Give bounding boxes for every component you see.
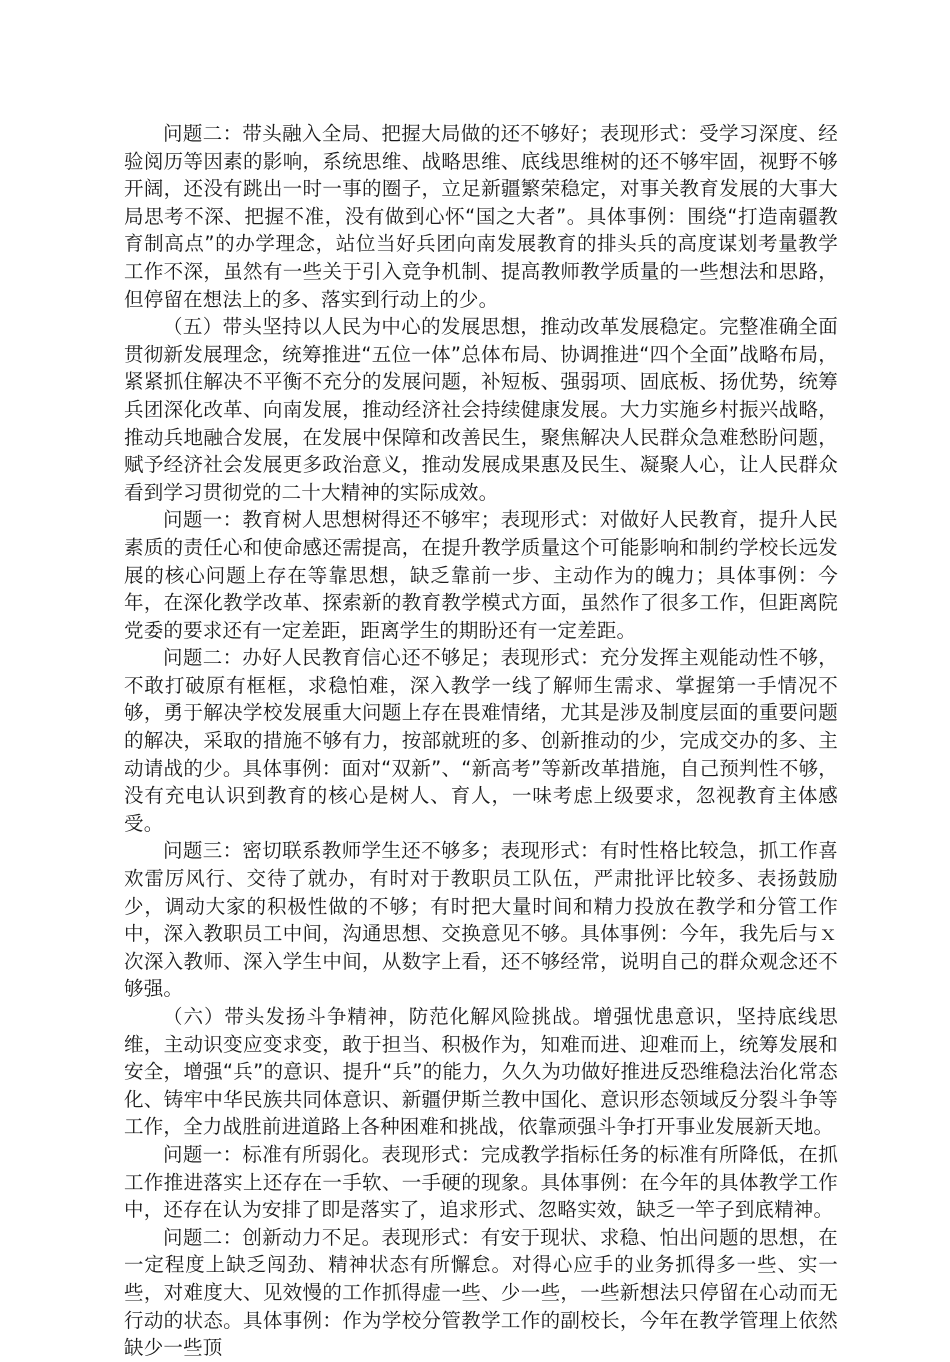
paragraph: 问题二：带头融入全局、把握大局做的还不够好；表现形式：受学习深度、经验阅历等因素的影响，系统思维、战略思维、底线思维树的还不够牢固，视野不够开阔，还没有跳出一时一事的圈子，立足新疆繁荣稳定，对事关教育发展的大事大局思考不深、把握不准，没有做到心怀“国之大者”。具体事例：围绕“打造南疆教育制高点”的办学理念，站位当好兵团向南发展教育的排头兵的高度谋划考量教学工作不深，虽然有一些关于引入竞争机制、提高教师教学质量的一些想法和思路，但停留在想法上的多、落实到行动上的少。 bbox=[124, 122, 838, 311]
paragraph: （六）带头发扬斗争精神，防范化解风险挑战。增强忧患意识，坚持底线思维，主动识变应变求变，敢于担当、积极作为，知难而进、迎难而上，统筹发展和安全，增强“兵”的意识、提升“兵”的能力，久久为功做好推进反恐维稳法治化常态化、铸牢中华民族共同体意识、新疆伊斯兰教中国化、意识形态领域反分裂斗争等工作，全力战胜前进道路上各种困难和挑战，依靠顽强斗争打开事业发展新天地。 bbox=[124, 1005, 838, 1139]
paragraph: 问题二：创新动力不足。表现形式：有安于现状、求稳、怕出问题的思想，在一定程度上缺乏闯劲、精神状态有所懈怠。对得心应手的业务抓得多一些、实一些，对难度大、见效慢的工作抓得虚一些、少一些，一些新想法只停留在心动而无行动的状态。具体事例：作为学校分管教学工作的副校长，今年在教学管理上依然缺少一些顶 bbox=[124, 1225, 838, 1360]
paragraph: 问题一：教育树人思想树得还不够牢；表现形式：对做好人民教育，提升人民素质的责任心和使命感还需提高，在提升教学质量这个可能影响和制约学校长远发展的核心问题上存在等靠思想，缺乏靠前一步、主动作为的魄力；具体事例：今年，在深化教学改革、探索新的教育教学模式方面，虽然作了很多工作，但距离院党委的要求还有一定差距，距离学生的期盼还有一定差距。 bbox=[124, 508, 838, 642]
paragraph: 问题三：密切联系教师学生还不够多；表现形式：有时性格比较急，抓工作喜欢雷厉风行、交待了就办，有时对于教职员工队伍，严肃批评比较多、表扬鼓励少，调动大家的积极性做的不够；有时把大量时间和精力投放在教学和分管工作中，深入教职员工中间，沟通思想、交换意见不够。具体事例：今年，我先后与ｘ次深入教师、深入学生中间，从数字上看，还不够经常，说明自己的群众观念还不够强。 bbox=[124, 839, 838, 1001]
paragraph: （五）带头坚持以人民为中心的发展思想，推动改革发展稳定。完整准确全面贯彻新发展理念，统筹推进“五位一体”总体布局、协调推进“四个全面”战略布局，紧紧抓住解决不平衡不充分的发展问题，补短板、强弱项、固底板、扬优势，统筹兵团深化改革、向南发展，推动经济社会持续健康发展。大力实施乡村振兴战略，推动兵地融合发展，在发展中保障和改善民生，聚焦解决人民群众急难愁盼问题，赋予经济社会发展更多政治意义，推动发展成果惠及民生、凝聚人心，让人民群众看到学习贯彻党的二十大精神的实际成效。 bbox=[124, 315, 838, 504]
paragraph: 问题二：办好人民教育信心还不够足；表现形式：充分发挥主观能动性不够，不敢打破原有框框，求稳怕难，深入教学一线了解师生需求、掌握第一手情况不够，勇于解决学校发展重大问题上存在畏难情绪，尤其是涉及制度层面的重要问题的解决，采取的措施不够有力，按部就班的多、创新推动的少，完成交办的多、主动请战的少。具体事例：面对“双新”、“新高考”等新改革措施，自己预判性不够，没有充电认识到教育的核心是树人、育人，一味考虑上级要求，忽视教育主体感受。 bbox=[124, 646, 838, 835]
document-body bbox=[124, 120, 838, 1362]
paragraph: 问题一：标准有所弱化。表现形式：完成教学指标任务的标准有所降低，在抓工作推进落实上还存在一手软、一手硬的现象。具体事例：在今年的具体教学工作中，还存在认为安排了即是落实了，追求形式、忽略实效，缺乏一竿子到底精神。 bbox=[124, 1142, 838, 1222]
